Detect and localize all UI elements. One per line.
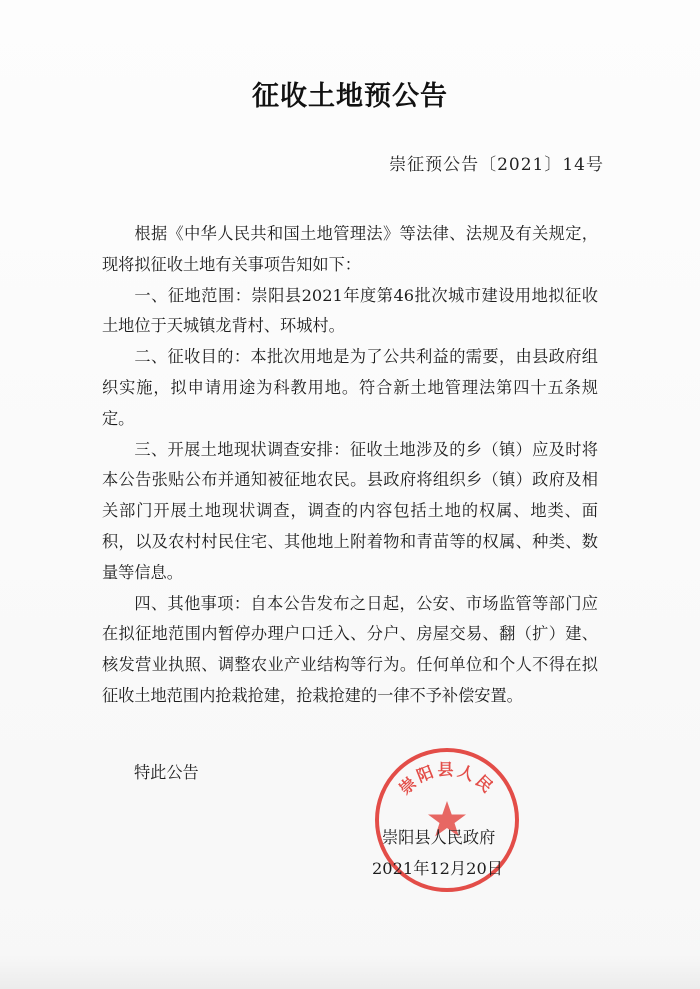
issue-date: 2021年12月20日: [372, 859, 503, 878]
paragraph-other: 四、其他事项：自本公告发布之日起，公安、市场监管等部门应在拟征地范围内暂停办理户口迁入、分户、房屋交易、翻（扩）建、核发营业执照、调整农业产业结构等行为。任何单位和个人不得在拟征收土地范围内抢栽抢建，抢栽抢建的一律不予补偿安置。: [102, 593, 598, 705]
closing-text: 特此公告: [134, 763, 199, 782]
page-bottom-edge: [0, 955, 700, 989]
paragraph-purpose: 二、征收目的：本批次用地是为了公共利益的需要，由县政府组织实施，拟申请用途为科教用地。符合新土地管理法第四十五条规定。: [102, 347, 598, 428]
paragraph-scope: 一、征地范围：崇阳县2021年度第46批次城市建设用地拟征收土地位于天城镇龙背村、环城村。: [102, 285, 598, 336]
paragraph-survey: 三、开展土地现状调查安排：征收土地涉及的乡（镇）应及时将本公告张贴公布并通知被征地农民。县政府将组织乡（镇）政府及相关部门开展土地现状调查，调查的内容包括土地的权属、地类、面积，以及农村村民住宅、其他地上附着物和青苗等的权属、种类、数量等信息。: [102, 439, 598, 582]
document-body: [102, 219, 598, 712]
issuer-name: 崇阳县人民政府: [382, 828, 496, 847]
paragraph-intro: 根据《中华人民共和国土地管理法》等法律、法规及有关规定，现将拟征收土地有关事项告知如下：: [102, 224, 598, 274]
document-title: 征收土地预公告: [252, 81, 448, 112]
document-number: 崇征预公告〔2021〕14号: [389, 155, 604, 175]
svg-text:崇阳县人民: 崇阳县人民: [395, 760, 499, 799]
